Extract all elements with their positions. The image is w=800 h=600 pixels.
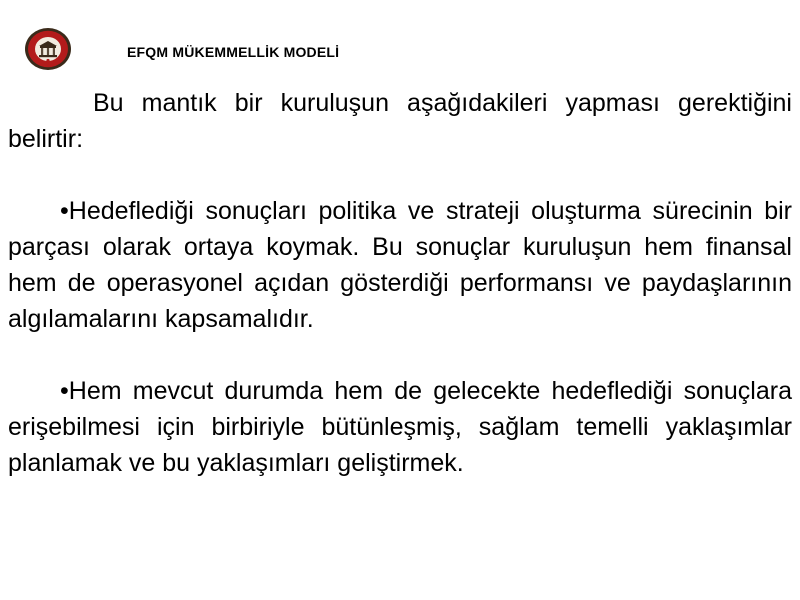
- intro-paragraph: Bu mantık bir kuruluşun aşağıdakileri yapması gerektiğini belirtir:: [8, 89, 792, 153]
- bullet-icon: •: [60, 377, 69, 405]
- bullet-item: [8, 193, 792, 337]
- slide-body: [8, 85, 792, 481]
- bullet-text: Hem mevcut durumda hem de gelecekte hedeflediği sonuçlara erişebilmesi için birbiriyle bütünleşmiş, sağlam temelli yaklaşımlar planlamak ve bu yaklaşımları geliştirmek.: [8, 377, 792, 477]
- spacer: [8, 337, 792, 373]
- page-title: EFQM MÜKEMMELLİK MODELİ: [127, 44, 340, 60]
- university-seal-icon: [24, 27, 72, 71]
- bullet-item: [8, 373, 792, 481]
- bullet-text: Hedeflediği sonuçları politika ve strateji oluşturma sürecinin bir parçası olarak ortaya koymak. Bu sonuçlar kuruluşun hem finansal hem de operasyonel açıdan gösterdiği performansı ve paydaşlarının algılamalarını kapsamalıdır.: [8, 197, 792, 333]
- spacer: [8, 157, 792, 193]
- bullet-icon: •: [60, 197, 69, 225]
